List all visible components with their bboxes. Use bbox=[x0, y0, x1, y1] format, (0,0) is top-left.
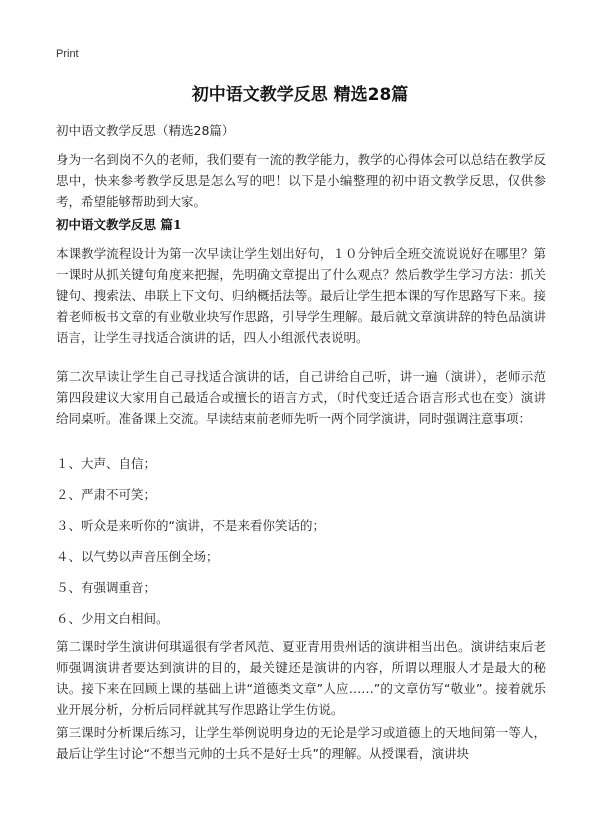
list-item: ２、严肃不可笑； bbox=[56, 487, 157, 502]
document-subtitle: 初中语文教学反思（精选28篇） bbox=[56, 123, 235, 138]
list-item: ６、少用文白相间。 bbox=[56, 611, 169, 626]
body-paragraph: 第二课时学生演讲何琪遥很有学者风范、夏亚青用贵州话的演讲相当出色。演讲结束后老师强调演讲者要达到演讲的目的，最关键还是演讲的内容，所谓以理服人才是最大的秘诀。接下来在回顾上课的基础上讲“道德类文章”人应……”的文章仿写“敬业”。接着就乐业开展分析，分析后同样就其写作思路让学生仿说。 bbox=[56, 639, 546, 717]
list-item: ４、以气势以声音压倒全场； bbox=[56, 549, 219, 564]
body-paragraph: 本课教学流程设计为第一次早读让学生划出好句，１０分钟后全班交流说说好在哪里？第一课时从抓关键句角度来把握，先明确文章提出了什么观点？然后教学生学习方法：抓关键句、搜索法、串联上下文句、归纳概括法等。最后让学生把本课的写作思路写下来。接着老师板书文章的有业敬业块写作思路，引导学生理解。最后就文章演讲辞的特色品演讲语言，让学生寻找适合演讲的话，四人小组派代表说明。 bbox=[56, 246, 546, 345]
print-link[interactable]: Print bbox=[56, 48, 79, 60]
page-title: 初中语文教学反思 精选28篇 bbox=[191, 85, 409, 105]
list-item: ３、听众是来听你的“演讲，不是来看你笑话的； bbox=[56, 518, 325, 533]
list-item: ５、有强调重音； bbox=[56, 580, 157, 595]
body-paragraph: 第二次早读让学生自己寻找适合演讲的话，自己讲给自己听，讲一遍（演讲），老师示范第四段建议大家用自己最适合或擅长的语言方式，（时代变迁适合语言形式也在变）演讲给同桌听。准备课上交流。早读结束前老师先听一两个同学演讲，同时强调注意事项： bbox=[56, 369, 546, 426]
body-paragraph: 第三课时分析课后练习，让学生举例说明身边的无论是学习或道德上的天地间第一等人，最后让学生讨论“不想当元帅的士兵不是好士兵”的理解。从授课看，演讲块 bbox=[56, 725, 546, 761]
intro-paragraph: 身为一名到岗不久的老师，我们要有一流的教学能力，教学的心得体会可以总结在教学反思中，快来参考教学反思是怎么写的吧！以下是小编整理的初中语文教学反思，仅供参考，希望能够帮助到大家。 bbox=[56, 152, 546, 209]
section-heading: 初中语文教学反思 篇1 bbox=[56, 217, 182, 232]
list-item: １、大声、自信； bbox=[56, 456, 157, 471]
